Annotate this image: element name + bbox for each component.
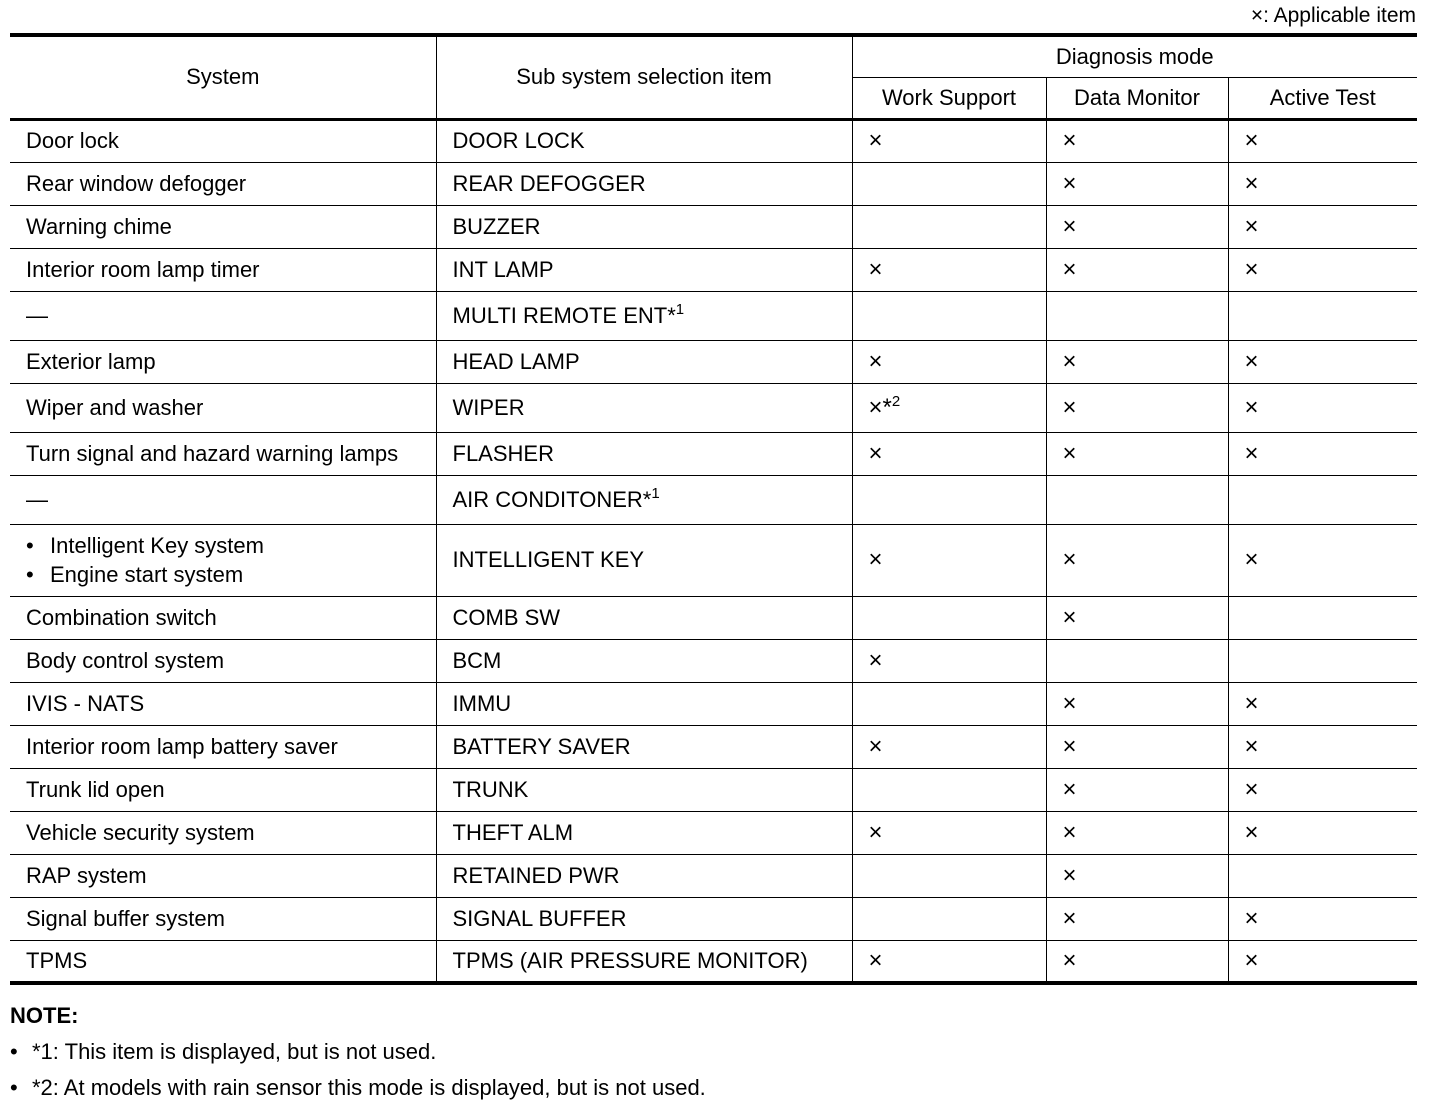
table-row [10,119,1417,162]
active-test-cell [1228,854,1417,897]
applicable-mark: × [1062,393,1077,421]
sub-system-cell [436,340,852,383]
footnote-ref: 1 [675,300,685,318]
sub-system-cell [436,596,852,639]
system-cell: Interior room lamp battery saver [10,725,436,768]
applicable-mark: × [1062,732,1077,760]
work-support-cell [852,854,1046,897]
diagnosis-mode-table [10,33,1417,985]
active-test-cell [1228,291,1417,340]
system-cell [10,524,436,596]
table-row [10,383,1417,432]
work-support-cell [852,596,1046,639]
sub-system-cell [436,432,852,475]
work-support-cell [852,524,1046,596]
sub-system-label: REAR DEFOGGER [452,170,646,196]
table-row [10,162,1417,205]
applicable-mark: × [1062,861,1077,889]
work-support-cell [852,768,1046,811]
active-test-cell [1228,940,1417,983]
applicable-mark: × [1244,732,1259,760]
header-system: System [10,35,436,119]
header-diagnosis-mode: Diagnosis mode [852,35,1417,77]
active-test-cell [1228,811,1417,854]
data-monitor-cell [1046,248,1228,291]
table-row [10,475,1417,524]
sub-system-cell [436,383,852,432]
table-row [10,596,1417,639]
note-item-1: • *1: This item is displayed, but is not used. [10,1034,706,1070]
sub-system-label: RETAINED PWR [452,862,620,888]
applicable-mark: × [868,732,883,760]
sub-system-cell [436,291,852,340]
sub-system-label: IMMU [452,690,512,716]
applicable-mark: × [1062,127,1077,154]
applicable-mark: × [1062,904,1077,932]
table-row [10,432,1417,475]
sub-system-cell [436,725,852,768]
sub-system-cell [436,940,852,983]
sub-system-label: AIR CONDITONER* [452,486,652,512]
data-monitor-cell [1046,383,1228,432]
table-row [10,811,1417,854]
system-cell: Interior room lamp timer [10,248,436,291]
applicable-mark: × [1062,212,1077,240]
applicable-mark: × [1244,689,1259,717]
data-monitor-cell [1046,205,1228,248]
sub-system-label: THEFT ALM [452,819,574,845]
system-cell: IVIS - NATS [10,682,436,725]
data-monitor-cell [1046,432,1228,475]
applicable-item-legend: ×: Applicable item [1250,4,1416,27]
work-support-cell [852,475,1046,524]
active-test-cell [1228,432,1417,475]
system-cell: Rear window defogger [10,162,436,205]
active-test-cell [1228,524,1417,596]
work-support-cell [852,940,1046,983]
table-row [10,291,1417,340]
data-monitor-cell [1046,524,1228,596]
active-test-cell [1228,205,1417,248]
system-cell: Wiper and washer [10,383,436,432]
system-cell: Door lock [10,119,436,162]
table-row [10,768,1417,811]
sub-system-cell [436,639,852,682]
system-cell: Combination switch [10,596,436,639]
work-support-cell [852,811,1046,854]
applicable-mark: × [1244,169,1259,197]
applicable-mark: × [1244,904,1259,932]
applicable-mark: × [1062,255,1077,283]
applicable-mark: × [868,646,883,674]
work-support-cell [852,119,1046,162]
header-work-support: Work Support [852,77,1046,119]
system-cell: Signal buffer system [10,897,436,940]
sub-system-cell [436,205,852,248]
applicable-mark: × [1244,775,1259,803]
sub-system-label: SIGNAL BUFFER [452,905,627,931]
table-row [10,639,1417,682]
applicable-mark: × [1244,546,1259,573]
header-sub-system: Sub system selection item [436,35,852,119]
active-test-cell [1228,639,1417,682]
active-test-cell [1228,682,1417,725]
system-cell: Exterior lamp [10,340,436,383]
applicable-mark: × [1062,439,1077,467]
applicable-mark: × [868,255,883,283]
sub-system-label: INTELLIGENT KEY [452,547,645,572]
active-test-cell [1228,475,1417,524]
footnote-ref: 2 [891,392,901,410]
sub-system-label: MULTI REMOTE ENT* [452,302,676,328]
sub-system-label: DOOR LOCK [452,128,585,153]
applicable-mark: × [1244,212,1259,240]
applicable-mark: × [868,946,883,974]
sub-system-label: BATTERY SAVER [452,733,631,759]
applicable-mark: × [1062,946,1077,974]
sub-system-label: BCM [452,647,502,673]
table-row [10,854,1417,897]
work-support-cell [852,432,1046,475]
data-monitor-cell [1046,768,1228,811]
data-monitor-cell [1046,596,1228,639]
system-list-item: • Intelligent Key system [26,531,436,560]
data-monitor-cell [1046,897,1228,940]
data-monitor-cell [1046,639,1228,682]
work-support-cell [852,639,1046,682]
system-cell: TPMS [10,940,436,983]
system-list-item: • Engine start system [26,560,436,589]
work-support-cell [852,725,1046,768]
table-row [10,205,1417,248]
data-monitor-cell [1046,682,1228,725]
applicable-mark: × [1062,169,1077,197]
applicable-mark: × [1244,946,1259,974]
table-row [10,682,1417,725]
sub-system-cell [436,854,852,897]
footnote-ref: 1 [651,484,660,502]
sub-system-cell [436,119,852,162]
sub-system-cell [436,768,852,811]
sub-system-cell [436,524,852,596]
applicable-mark: × [1062,603,1077,631]
table-row [10,524,1417,596]
header-active-test: Active Test [1228,77,1417,119]
applicable-mark: × [1244,347,1259,375]
active-test-cell [1228,383,1417,432]
applicable-mark: × [1244,255,1259,283]
sub-system-label: BUZZER [452,213,541,239]
applicable-mark: × [868,818,883,846]
applicable-mark: ×* [868,393,892,421]
applicable-mark: × [868,127,883,154]
data-monitor-cell [1046,854,1228,897]
applicable-mark: × [1244,393,1259,421]
data-monitor-cell [1046,940,1228,983]
sub-system-cell [436,162,852,205]
active-test-cell [1228,768,1417,811]
sub-system-cell [436,811,852,854]
work-support-cell [852,383,1046,432]
applicable-mark: × [1062,818,1077,846]
applicable-mark: × [1062,347,1077,375]
applicable-mark: × [1244,127,1259,154]
sub-system-cell [436,475,852,524]
sub-system-label: TRUNK [452,776,529,802]
active-test-cell [1228,119,1417,162]
sub-system-cell [436,897,852,940]
sub-system-label: TPMS (AIR PRESSURE MONITOR) [452,947,808,973]
data-monitor-cell [1046,340,1228,383]
active-test-cell [1228,340,1417,383]
system-cell: Vehicle security system [10,811,436,854]
table-row [10,940,1417,983]
work-support-cell [852,205,1046,248]
system-cell: Body control system [10,639,436,682]
data-monitor-cell [1046,811,1228,854]
table-row [10,340,1417,383]
applicable-mark: × [1244,818,1259,846]
table-body [10,119,1417,983]
note-title: NOTE: [10,1003,79,1028]
applicable-mark: × [868,439,883,467]
system-cell: Turn signal and hazard warning lamps [10,432,436,475]
system-cell: RAP system [10,854,436,897]
system-cell: Warning chime [10,205,436,248]
system-cell: Trunk lid open [10,768,436,811]
system-cell: — [10,475,436,524]
applicable-mark: × [1244,439,1259,467]
active-test-cell [1228,725,1417,768]
active-test-cell [1228,596,1417,639]
work-support-cell [852,248,1046,291]
system-list [26,531,436,589]
applicable-mark: × [1062,546,1077,573]
work-support-cell [852,291,1046,340]
sub-system-label: HEAD LAMP [452,348,580,374]
active-test-cell [1228,248,1417,291]
work-support-cell [852,897,1046,940]
active-test-cell [1228,162,1417,205]
applicable-mark: × [868,546,883,573]
table-row [10,897,1417,940]
work-support-cell [852,162,1046,205]
table-row [10,248,1417,291]
data-monitor-cell [1046,162,1228,205]
system-cell: — [10,291,436,340]
data-monitor-cell [1046,725,1228,768]
applicable-mark: × [868,347,883,375]
note-item-2: • *2: At models with rain sensor this mode is displayed, but is not used. [10,1070,706,1106]
applicable-mark: × [1062,775,1077,803]
active-test-cell [1228,897,1417,940]
note-section [10,998,706,1106]
applicable-mark: × [1062,689,1077,717]
data-monitor-cell [1046,291,1228,340]
sub-system-label: WIPER [452,394,525,420]
sub-system-cell [436,248,852,291]
data-monitor-cell [1046,119,1228,162]
sub-system-cell [436,682,852,725]
table-row [10,725,1417,768]
sub-system-label: INT LAMP [452,256,554,282]
work-support-cell [852,682,1046,725]
header-data-monitor: Data Monitor [1046,77,1228,119]
data-monitor-cell [1046,475,1228,524]
sub-system-label: COMB SW [452,604,561,630]
work-support-cell [852,340,1046,383]
sub-system-label: FLASHER [452,440,554,466]
